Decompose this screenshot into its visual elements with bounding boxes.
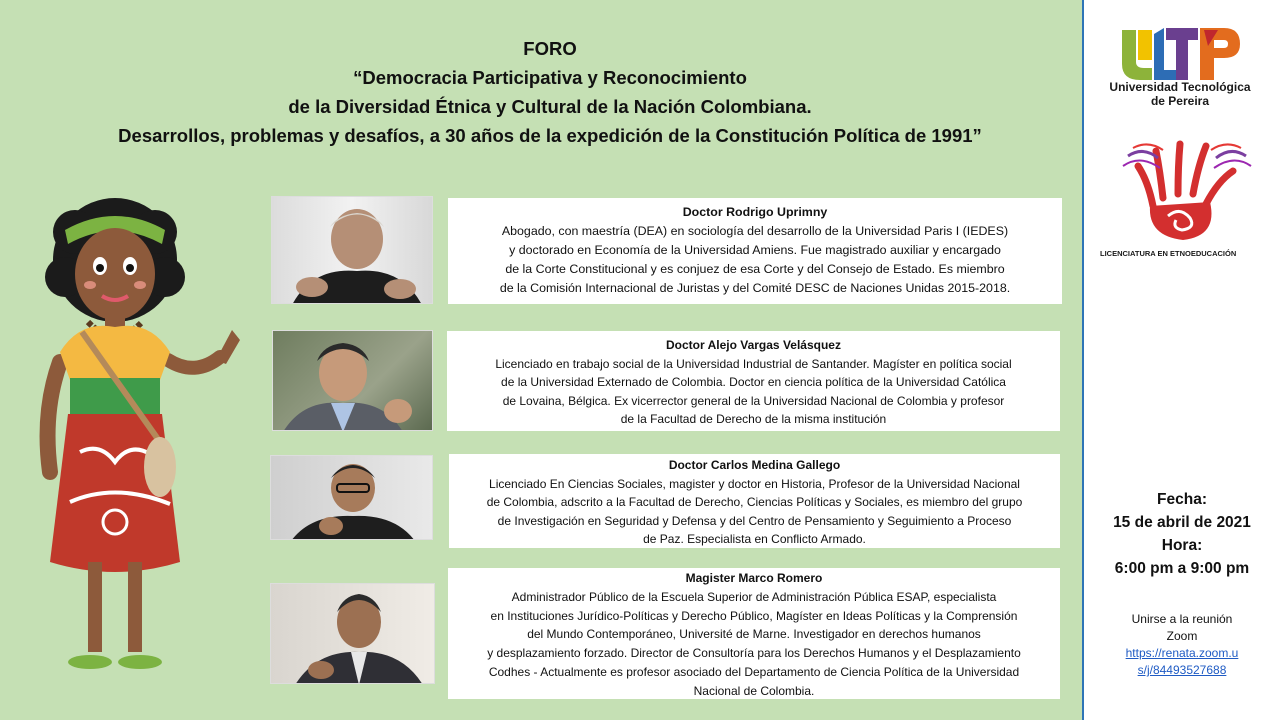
bio-line: Abogado, con maestría (DEA) en sociología del desarrollo de la Universidad Paris I (IEDES) bbox=[501, 224, 1009, 238]
zoom-link-line-1[interactable]: https://renata.zoom.u bbox=[1125, 646, 1239, 660]
title-line-2: “Democracia Participativa y Reconocimiento bbox=[353, 67, 747, 88]
bio-line: Licenciado en trabajo social de la Universidad Industrial de Santander. Magíster en política social bbox=[495, 356, 1012, 371]
utp-name-line-1: Universidad Tecnológica bbox=[1109, 80, 1251, 94]
speaker-bio-uprimny bbox=[448, 198, 1062, 304]
person-silhouette-icon bbox=[273, 331, 433, 431]
bio-line: Administrador Público de la Escuela Superior de Administración Pública ESAP, especialista bbox=[511, 589, 997, 604]
utp-logo-icon bbox=[1118, 26, 1244, 82]
utp-name bbox=[1100, 80, 1260, 108]
speaker-photo-romero bbox=[270, 583, 435, 684]
speaker-name: Magister Marco Romero bbox=[685, 571, 823, 585]
speaker-name: Doctor Rodrigo Uprimny bbox=[682, 205, 828, 219]
bio-line: de la Facultad de Derecho de la misma institución bbox=[620, 412, 887, 427]
speaker-bio-vargas bbox=[447, 331, 1060, 431]
bio-line: y desplazamiento forzado. Director de Consultoría para los Derechos Humanos y el Desplazamiento bbox=[487, 646, 1021, 661]
zoom-link-line-2[interactable]: s/j/84493527688 bbox=[1137, 663, 1227, 677]
fecha-value: 15 de abril de 2021 bbox=[1113, 514, 1251, 531]
bio-line: de la Corte Constitucional y es conjuez de esa Corte y del Consejo de Estado. Es miembro bbox=[505, 262, 1005, 276]
person-silhouette-icon bbox=[271, 584, 435, 684]
forum-title bbox=[40, 34, 1060, 150]
bio-line: de Paz. Especialista en Conflicto Armado. bbox=[643, 532, 866, 547]
lic-label: LICENCIATURA EN ETNOEDUCACIÓN bbox=[1100, 249, 1237, 258]
bio-line: Licenciado En Ciencias Sociales, magister y doctor en Historia, Profesor de la Universidad Nacional bbox=[489, 476, 1020, 491]
speaker-photo-uprimny bbox=[271, 196, 433, 304]
hora-label: Hora: bbox=[1161, 537, 1203, 554]
title-line-1: FORO bbox=[523, 38, 577, 59]
bio-line: de Investigación en Seguridad y Defensa y del Centro de Pensamiento y Seguimiento a Proceso bbox=[497, 513, 1012, 528]
hora-value: 6:00 pm a 9:00 pm bbox=[1114, 560, 1250, 577]
speaker-bio-romero bbox=[448, 568, 1060, 699]
speaker-name: Doctor Carlos Medina Gallego bbox=[668, 458, 841, 472]
speaker-photo-medina bbox=[270, 455, 433, 540]
etnoeducacion-hand-logo-icon bbox=[1118, 136, 1256, 246]
person-silhouette-icon bbox=[271, 456, 433, 540]
speaker-photo-vargas bbox=[272, 330, 433, 431]
bio-line: Nacional de Colombia. bbox=[693, 683, 815, 698]
speaker-bio-medina bbox=[449, 454, 1060, 548]
join-line-1: Unirse a la reunión bbox=[1131, 612, 1233, 626]
zoom-link[interactable] bbox=[1126, 646, 1239, 677]
bio-line: de la Comisión Internacional de Juristas y del Comité DESC de Naciones Unidas 2015-2018. bbox=[499, 281, 1011, 295]
fecha-label: Fecha: bbox=[1157, 491, 1207, 508]
join-line-2: Zoom bbox=[1166, 629, 1198, 643]
bio-line: en Instituciones Jurídico-Políticas y Derecho Público, Magíster en Ideas Políticas y la Comprensión bbox=[490, 608, 1018, 623]
person-silhouette-icon bbox=[272, 197, 433, 304]
woman-illustration bbox=[20, 192, 250, 687]
join-info bbox=[1084, 611, 1280, 679]
event-details bbox=[1084, 488, 1280, 580]
title-line-4: Desarrollos, problemas y desafíos, a 30 años de la expedición de la Constitución Política de 1991” bbox=[118, 125, 982, 146]
bio-line: y doctorado en Economía de la Universidad Amiens. Fue magistrado auxiliar y encargado bbox=[509, 243, 1001, 257]
bio-line: del Mundo Contemporáneo, Université de Marne. Investigador en derechos humanos bbox=[527, 627, 981, 642]
title-line-3: de la Diversidad Étnica y Cultural de la Nación Colombiana. bbox=[288, 96, 812, 117]
utp-name-line-2: de Pereira bbox=[1150, 94, 1210, 108]
bio-line: de la Universidad Externado de Colombia. Doctor en ciencia política de la Universidad Católica bbox=[501, 375, 1006, 390]
speaker-name: Doctor Alejo Vargas Velásquez bbox=[666, 338, 841, 352]
bio-line: Codhes - Actualmente es profesor asociado del Departamento de Ciencia Política de la Universidad bbox=[488, 664, 1020, 679]
bio-line: de Lovaina, Bélgica. Ex vicerrector general de la Universidad Nacional de Colombia y profesor bbox=[502, 393, 1005, 408]
bio-line: de Colombia, adscrito a la Facultad de Derecho, Ciencias Políticas y Sociales, es miembro del grupo bbox=[486, 495, 1023, 510]
